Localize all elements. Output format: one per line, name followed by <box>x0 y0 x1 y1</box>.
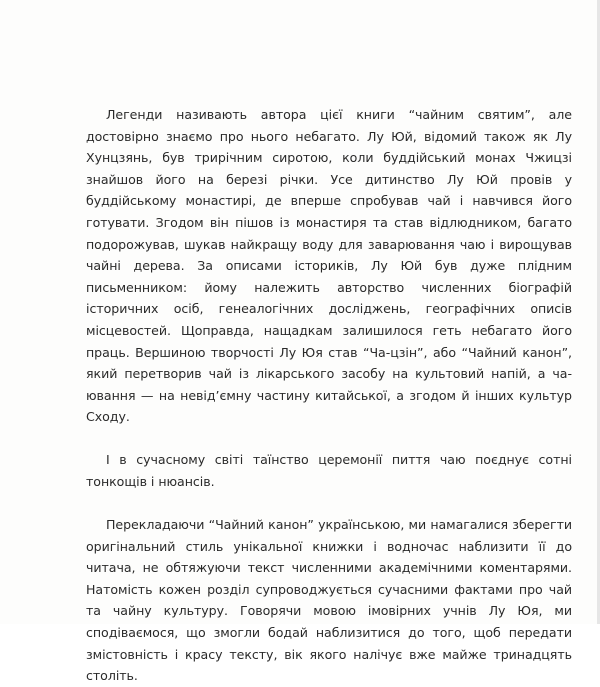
paragraph-translation-note: Перекладаючи “Чайний канон” українською, ми намагалися зберегти оригінальний стиль унікальної книжки і водночас наблизити її до читача, не обтяжуючи текст численними академічними коментарями. Натомість кожен розділ супроводжується сучасними фактами про чай та чайну культуру. Говорячи мовою імовірних учнів Лу Юя, ми сподіваємося, що змогли бодай наблизитися до того, щоб передати змістовність і красу тексту, вік якого налічує вже майже тринадцять століть. <box>86 517 572 684</box>
paragraph-lu-yu-biography: Легенди називають автора цієї книги “чайним святим”, але достовірно знаємо про нього небагато. Лу Юй, відомий також як Лу Хунцзянь, був трирічним сиротою, коли буддійський монах Чжицзі знайшов його на березі річки. Усе дитинство Лу Юй провів у буддійському монастирі, де вперше спробував чай і навчився його готувати. Згодом він пішов із монастиря та став відлюдником, багато подорожував, шукав найкращу воду для заварювання чаю і вирощував чайні дерева. За описами істориків, Лу Юй був дуже плідним письменником: йому належить авторство численних біографій історичних осіб, генеалогічних досліджень, географічних описів місцевостей. Щоправда, нащадкам залишилося геть небагато його праць. Вершиною творчості Лу Юя став “Ча-цзін”, або “Чайний канон”, який перетворив чай із лікарського засобу на культовий напій, а чаювання — на невід’ємну частину китайської, а згодом й інших культур Сходу. <box>86 107 572 425</box>
paragraph-modern-ceremony: І в сучасному світі таїнство церемонії пиття чаю поєднує сотні тонкощів і нюансів. <box>86 452 572 489</box>
page-body <box>86 104 572 687</box>
